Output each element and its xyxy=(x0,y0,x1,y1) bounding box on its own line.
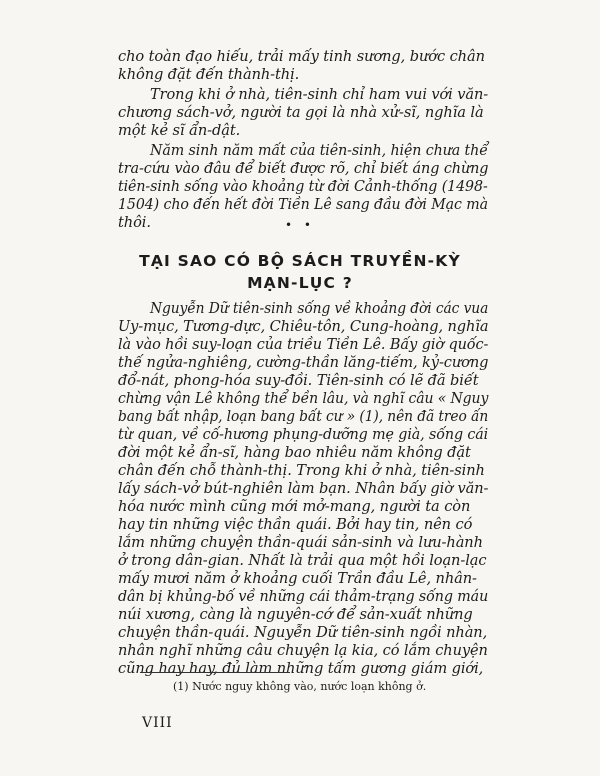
text-line: chuyện thần-quái. Nguyễn Dữ tiên-sinh ngồi nhàn, xyxy=(118,624,488,641)
text-line: hóa nước mình cũng mới mở-mang, người ta còn xyxy=(118,498,471,515)
text-line: 1504) cho đến hết đời Tiền Lê sang đầu đời Mạc mà xyxy=(118,196,488,213)
text-line: lắm những chuyện thần-quái sản-sinh và lưu-hành xyxy=(118,534,483,551)
text-line: đời một kẻ ẩn-sĩ, hàng bao nhiêu năm không đặt xyxy=(118,444,471,461)
text-line: lấy sách-vở bút-nghiên làm bạn. Nhân bấy giờ văn- xyxy=(118,480,489,497)
text-line: ở trong dân-gian. Nhất là trải qua một hồi loạn-lạc xyxy=(118,552,487,569)
text-line: hay tin những việc thần quái. Bởi hay tin, nên có xyxy=(118,516,473,533)
text-line: mấy mươi năm ở khoảng cuối Trần đầu Lê, nhân- xyxy=(118,570,477,587)
text-line: nhân nghĩ những câu chuyện lạ kia, có lắm chuyện xyxy=(118,642,488,659)
section-ornament: • • xyxy=(285,218,315,232)
footnote-rule xyxy=(140,672,290,673)
text-line: đổ-nát, phong-hóa suy-đồi. Tiên-sinh có lẽ đã biết xyxy=(118,372,479,389)
text-line: cho toàn đạo hiếu, trải mấy tinh sương, bước chân xyxy=(118,48,485,65)
text-line: Năm sinh năm mất của tiên-sinh, hiện chưa thể xyxy=(150,142,488,159)
text-line: Uy-mục, Tương-dực, Chiêu-tôn, Cung-hoàng, nghĩa xyxy=(118,318,489,335)
text-line: từ quan, về cố-hương phụng-dưỡng mẹ già, sống cái xyxy=(118,426,489,443)
text-line: một kẻ sĩ ẩn-dật. xyxy=(118,122,241,139)
text-line: chương sách-vở, người ta gọi là nhà xử-sĩ, nghĩa là xyxy=(118,104,484,121)
text-line: chừng vận Lê không thể bền lâu, và nghĩ câu « Nguy xyxy=(118,390,489,407)
text-line: dân bị khủng-bố về những cái thảm-trạng sống máu xyxy=(118,588,489,605)
text-line: núi xương, càng là nguyên-cớ để sản-xuất những xyxy=(118,606,473,623)
text-line: chân đến chỗ thành-thị. Trong khi ở nhà, tiên-sinh xyxy=(118,462,485,479)
text-line: bang bất nhập, loạn bang bất cư » (1), nên đã treo ấn xyxy=(118,408,489,425)
section-heading-line-1: TẠI SAO CÓ BỘ SÁCH TRUYỀN-KỲ xyxy=(139,252,461,270)
section-heading-line-2: MẠN-LỤC ? xyxy=(247,274,353,292)
footnote: (1) Nước nguy không vào, nước loạn không ở. xyxy=(173,680,427,693)
text-line: Trong khi ở nhà, tiên-sinh chỉ ham vui với văn- xyxy=(150,86,489,103)
text-line: thôi. xyxy=(118,214,151,231)
text-line: tiên-sinh sống vào khoảng từ đời Cảnh-thống (1498- xyxy=(118,178,488,195)
text-line: Nguyễn Dữ tiên-sinh sống về khoảng đời các vua xyxy=(150,300,489,317)
text-line: tra-cứu vào đâu để biết được rõ, chỉ biết áng chừng xyxy=(118,160,489,177)
text-line: là vào hồi suy-loạn của triều Tiền Lê. Bấy giờ quốc- xyxy=(118,336,489,353)
text-line: cũng hay hay, đủ làm những tấm gương giám giới, xyxy=(118,660,484,677)
page-number: VIII xyxy=(142,715,173,731)
text-line: không đặt đến thành-thị. xyxy=(118,66,300,83)
text-line: thế ngửa-nghiêng, cường-thần lăng-tiếm, kỷ-cương xyxy=(118,354,489,371)
